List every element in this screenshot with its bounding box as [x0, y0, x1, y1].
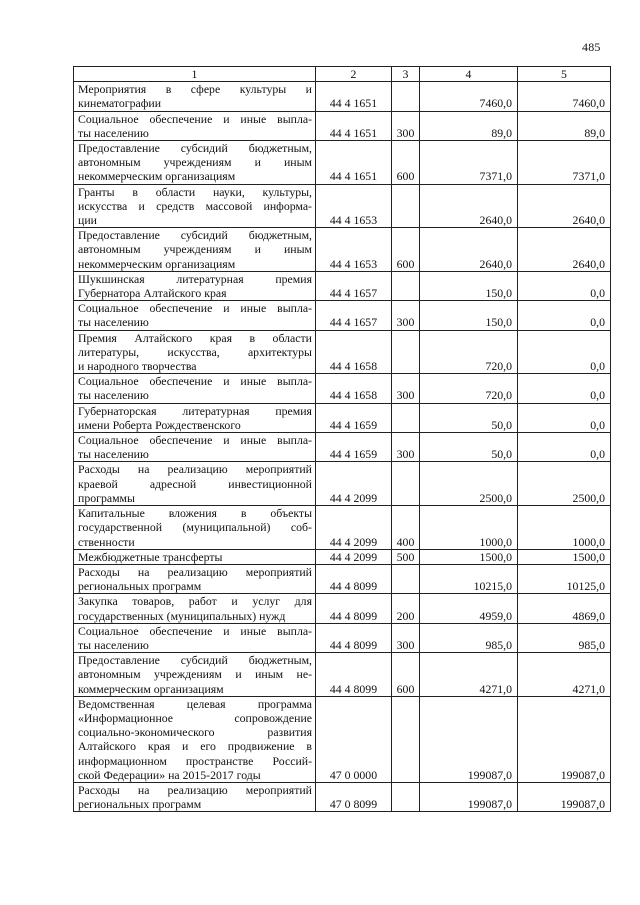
row-name-cell: [74, 374, 316, 403]
row-name-line: Социальное обеспечение и иные выпла-: [78, 301, 312, 316]
row-name-line: региональных программ: [78, 797, 202, 812]
row-amount-2-cell: 0,0: [518, 271, 611, 300]
row-amount-2-cell: 10125,0: [518, 564, 611, 593]
row-code-cell: 44 4 1658: [316, 330, 392, 374]
row-amount-2-cell: 1000,0: [518, 506, 611, 550]
row-amount-1-cell: 199087,0: [420, 782, 518, 811]
row-expense-type-cell: 600: [392, 228, 420, 272]
row-name-cell: [74, 184, 316, 228]
row-name-cell: [74, 506, 316, 550]
row-code-cell: 44 4 1659: [316, 433, 392, 462]
row-code-cell: 44 4 1659: [316, 403, 392, 432]
table-row: [74, 184, 611, 228]
header-col-4: 4: [420, 67, 518, 82]
row-amount-2-cell: 2640,0: [518, 228, 611, 272]
header-row: [74, 67, 611, 82]
row-name-line: Расходы на реализацию мероприятий: [78, 564, 312, 579]
table-row: [74, 506, 611, 550]
row-expense-type-cell: 400: [392, 506, 420, 550]
row-code-cell: 47 0 8099: [316, 782, 392, 811]
row-code-cell: 44 4 1651: [316, 111, 392, 140]
row-amount-1-cell: 7371,0: [420, 141, 518, 185]
table-row: [74, 330, 611, 374]
header-col-5: 5: [518, 67, 611, 82]
row-expense-type-cell: [392, 330, 420, 374]
row-name-line: государственной (муниципальной) соб-: [78, 520, 312, 535]
row-code-cell: 44 4 2099: [316, 462, 392, 506]
row-amount-2-cell: 199087,0: [518, 782, 611, 811]
table-row: [74, 623, 611, 652]
row-name-line: Социальное обеспечение и иные выпла-: [78, 433, 312, 448]
row-name-line: литературы, искусства, архитектуры: [78, 344, 312, 359]
row-amount-2-cell: 2500,0: [518, 462, 611, 506]
row-amount-1-cell: 50,0: [420, 433, 518, 462]
table-row: [74, 462, 611, 506]
table-row: [74, 403, 611, 432]
row-expense-type-cell: [392, 462, 420, 506]
row-code-cell: 47 0 0000: [316, 696, 392, 782]
row-amount-1-cell: 2640,0: [420, 228, 518, 272]
row-code-cell: 44 4 8099: [316, 594, 392, 623]
row-amount-2-cell: 7371,0: [518, 141, 611, 185]
row-name-line: некоммерческим организациям: [78, 169, 236, 184]
row-code-cell: 44 4 8099: [316, 623, 392, 652]
row-expense-type-cell: [392, 403, 420, 432]
row-name-cell: [74, 301, 316, 330]
row-name-line: Расходы на реализацию мероприятий: [78, 782, 312, 797]
row-amount-2-cell: 7460,0: [518, 82, 611, 111]
row-expense-type-cell: 600: [392, 653, 420, 697]
row-expense-type-cell: 300: [392, 433, 420, 462]
table-row: [74, 594, 611, 623]
row-code-cell: 44 4 1657: [316, 301, 392, 330]
row-name-line: информационном пространстве Россий-: [78, 753, 312, 768]
row-name-cell: [74, 330, 316, 374]
row-name-line: Губернатора Алтайского края: [78, 286, 227, 301]
page-number: 485: [582, 40, 601, 54]
row-name-line: Социальное обеспечение и иные выпла-: [78, 374, 312, 389]
row-amount-1-cell: 2640,0: [420, 184, 518, 228]
row-expense-type-cell: [392, 564, 420, 593]
row-name-line: Социальное обеспечение и иные выпла-: [78, 623, 312, 638]
row-name-cell: [74, 696, 316, 782]
row-name-line: Расходы на реализацию мероприятий: [78, 462, 312, 477]
header-col-3: 3: [392, 67, 420, 82]
row-expense-type-cell: 500: [392, 549, 420, 564]
row-amount-1-cell: 10215,0: [420, 564, 518, 593]
table-row: [74, 782, 611, 811]
row-name-cell: [74, 653, 316, 697]
row-name-cell: [74, 462, 316, 506]
row-name-cell: [74, 271, 316, 300]
row-expense-type-cell: [392, 184, 420, 228]
table-row: [74, 301, 611, 330]
row-amount-1-cell: 199087,0: [420, 696, 518, 782]
row-amount-1-cell: 2500,0: [420, 462, 518, 506]
table-row: [74, 271, 611, 300]
row-amount-2-cell: 2640,0: [518, 184, 611, 228]
row-name-line: ции: [78, 213, 97, 228]
header-col-1: 1: [74, 67, 316, 82]
row-name-line: региональных программ: [78, 579, 202, 594]
row-code-cell: 44 4 1658: [316, 374, 392, 403]
table-body: [74, 67, 611, 812]
row-name-line: ской Федерации» на 2015-2017 годы: [78, 767, 261, 782]
row-name-line: автономным учреждениям и иным не-: [78, 667, 312, 682]
row-name-line: Закупка товаров, работ и услуг для: [78, 594, 312, 609]
row-expense-type-cell: [392, 271, 420, 300]
row-name-line: Гранты в области науки, культуры,: [78, 184, 312, 199]
row-name-cell: [74, 564, 316, 593]
row-name-line: государственных (муниципальных) нужд: [78, 608, 286, 623]
row-amount-2-cell: 0,0: [518, 330, 611, 374]
row-name-line: краевой адресной инвестиционной: [78, 476, 312, 491]
row-name-line: ты населению: [78, 125, 149, 140]
row-amount-1-cell: 150,0: [420, 271, 518, 300]
row-amount-2-cell: 1500,0: [518, 549, 611, 564]
row-name-cell: [74, 403, 316, 432]
row-amount-1-cell: 720,0: [420, 374, 518, 403]
row-expense-type-cell: 600: [392, 141, 420, 185]
row-code-cell: 44 4 1653: [316, 184, 392, 228]
row-name-line: Предоставление субсидий бюджетным,: [78, 653, 312, 668]
row-expense-type-cell: 200: [392, 594, 420, 623]
row-amount-2-cell: 0,0: [518, 403, 611, 432]
row-name-cell: [74, 433, 316, 462]
row-name-line: Алтайского края и его продвижение в: [78, 739, 312, 754]
row-amount-2-cell: 4271,0: [518, 653, 611, 697]
row-amount-1-cell: 1000,0: [420, 506, 518, 550]
table-row: [74, 111, 611, 140]
row-code-cell: 44 4 1657: [316, 271, 392, 300]
row-amount-2-cell: 985,0: [518, 623, 611, 652]
row-name-line: ты населению: [78, 447, 149, 462]
row-name-line: автономным учреждениям и иным: [78, 155, 312, 170]
row-amount-1-cell: 89,0: [420, 111, 518, 140]
row-name-line: кинематографии: [78, 96, 162, 111]
table-row: [74, 549, 611, 564]
row-code-cell: 44 4 1653: [316, 228, 392, 272]
row-amount-2-cell: 0,0: [518, 374, 611, 403]
row-expense-type-cell: [392, 782, 420, 811]
row-amount-1-cell: 4271,0: [420, 653, 518, 697]
row-expense-type-cell: 300: [392, 374, 420, 403]
row-amount-1-cell: 720,0: [420, 330, 518, 374]
row-name-line: ственности: [78, 534, 135, 549]
row-expense-type-cell: 300: [392, 301, 420, 330]
row-name-line: искусства и средств массовой информа-: [78, 198, 312, 213]
table-row: [74, 374, 611, 403]
row-amount-1-cell: 50,0: [420, 403, 518, 432]
row-name-cell: [74, 141, 316, 185]
row-name-cell: [74, 549, 316, 564]
row-name-line: «Информационное сопровождение: [78, 710, 312, 725]
row-name-line: ты населению: [78, 637, 149, 652]
row-name-line: Межбюджетные трансферты: [78, 549, 223, 564]
row-name-line: коммерческим организациям: [78, 681, 224, 696]
row-name-cell: [74, 782, 316, 811]
row-name-cell: [74, 594, 316, 623]
table-row: [74, 696, 611, 782]
row-name-line: Социальное обеспечение и иные выпла-: [78, 111, 312, 126]
row-amount-2-cell: 0,0: [518, 433, 611, 462]
row-expense-type-cell: [392, 696, 420, 782]
row-name-line: Предоставление субсидий бюджетным,: [78, 228, 312, 243]
row-name-cell: [74, 111, 316, 140]
row-amount-2-cell: 89,0: [518, 111, 611, 140]
row-name-line: программы: [78, 490, 135, 505]
table-row: [74, 653, 611, 697]
row-amount-1-cell: 150,0: [420, 301, 518, 330]
row-name-line: социально-экономического развития: [78, 725, 312, 740]
row-expense-type-cell: 300: [392, 623, 420, 652]
table-row: [74, 433, 611, 462]
row-name-line: Предоставление субсидий бюджетным,: [78, 141, 312, 156]
table-row: [74, 141, 611, 185]
row-amount-2-cell: 4869,0: [518, 594, 611, 623]
row-name-line: некоммерческим организациям: [78, 256, 236, 271]
row-name-line: и народного творчества: [78, 359, 197, 374]
row-name-line: Капитальные вложения в объекты: [78, 506, 312, 521]
row-name-line: Губернаторская литературная премия: [78, 403, 312, 418]
row-name-line: ты населению: [78, 388, 149, 403]
row-amount-2-cell: 0,0: [518, 301, 611, 330]
row-name-line: Шукшинская литературная премия: [78, 271, 312, 286]
row-name-line: имени Роберта Рождественского: [78, 417, 241, 432]
row-code-cell: 44 4 1651: [316, 82, 392, 111]
row-amount-1-cell: 985,0: [420, 623, 518, 652]
row-name-line: Ведомственная целевая программа: [78, 696, 312, 711]
row-amount-2-cell: 199087,0: [518, 696, 611, 782]
row-code-cell: 44 4 2099: [316, 549, 392, 564]
header-col-2: 2: [316, 67, 392, 82]
row-name-line: Премия Алтайского края в области: [78, 330, 312, 345]
row-name-line: автономным учреждениям и иным: [78, 242, 312, 257]
row-name-cell: [74, 82, 316, 111]
row-amount-1-cell: 4959,0: [420, 594, 518, 623]
row-name-line: Мероприятия в сфере культуры и: [78, 82, 312, 97]
row-name-line: ты населению: [78, 315, 149, 330]
row-amount-1-cell: 7460,0: [420, 82, 518, 111]
table-row: [74, 564, 611, 593]
row-code-cell: 44 4 8099: [316, 653, 392, 697]
table-row: [74, 82, 611, 111]
row-name-cell: [74, 228, 316, 272]
row-amount-1-cell: 1500,0: [420, 549, 518, 564]
row-code-cell: 44 4 2099: [316, 506, 392, 550]
row-expense-type-cell: [392, 82, 420, 111]
budget-table: [73, 66, 611, 812]
table-row: [74, 228, 611, 272]
row-code-cell: 44 4 1651: [316, 141, 392, 185]
row-code-cell: 44 4 8099: [316, 564, 392, 593]
row-expense-type-cell: 300: [392, 111, 420, 140]
row-name-cell: [74, 623, 316, 652]
